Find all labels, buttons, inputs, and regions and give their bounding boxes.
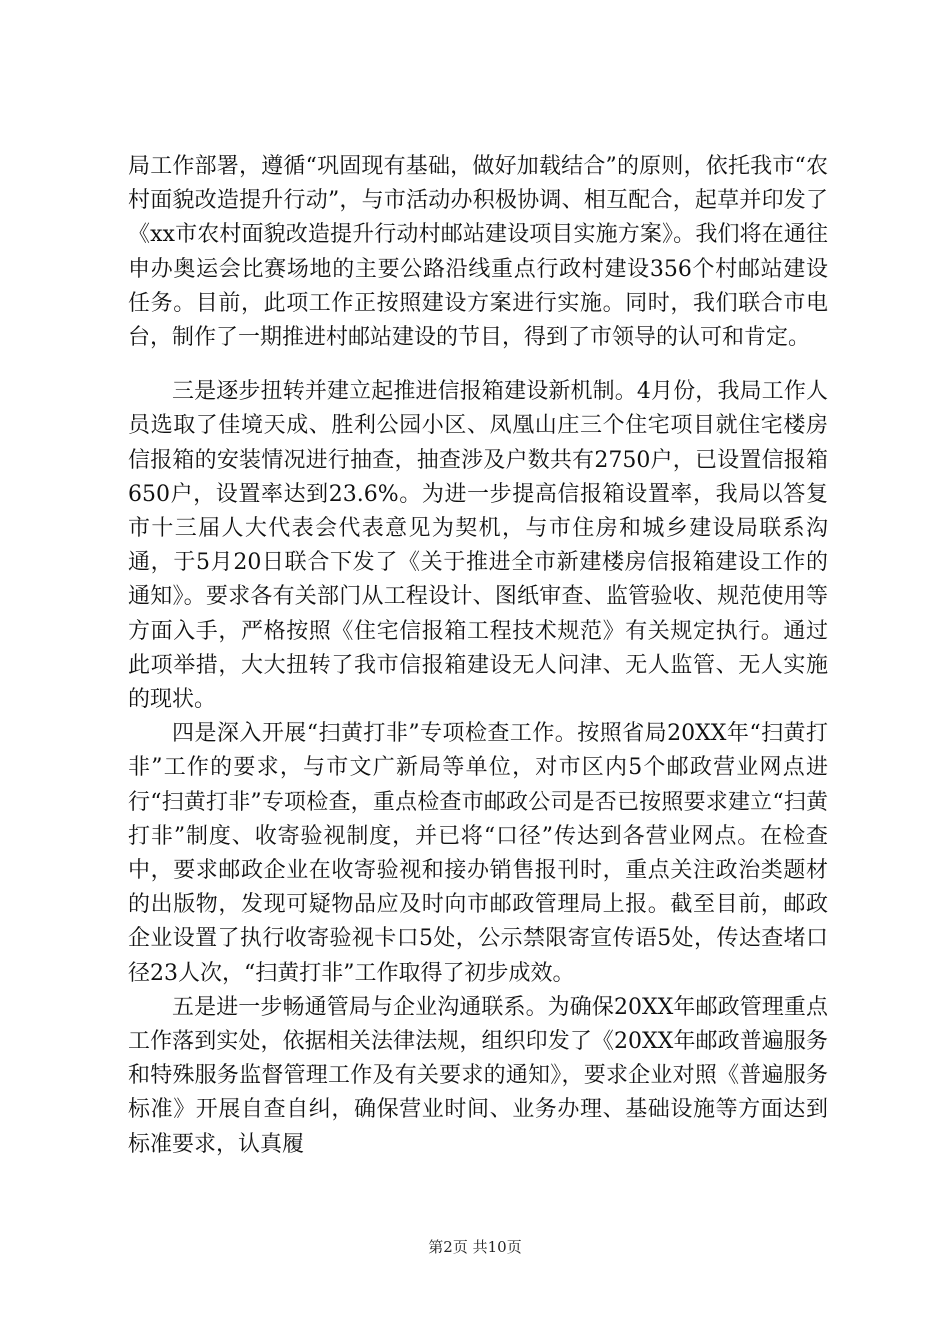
page-number-footer: 第2页 共10页 xyxy=(428,1238,522,1256)
document-body xyxy=(128,150,828,1162)
paragraph-three: 三是逐步扭转并建立起推进信报箱建设新机制。4月份，我局工作人员选取了佳境天成、胜利公园小区、凤凰山庄三个住宅项目就住宅楼房信报箱的安装情况进行抽查，抽查涉及户数共有2750户，已设置信报箱650户，设置率达到23.6%。为进一步提高信报箱设置率，我局以答复市十三届人大代表会代表意见为契机，与市住房和城乡建设局联系沟通，于5月20日联合下发了《关于推进全市新建楼房信报箱建设工作的通知》。要求各有关部门从工程设计、图纸审查、监管验收、规范使用等方面入手，严格按照《住宅信报箱工程技术规范》有关规定执行。通过此项举措，大大扭转了我市信报箱建设无人问津、无人监管、无人实施的现状。 xyxy=(128,379,828,713)
paragraph-five: 五是进一步畅通管局与企业沟通联系。为确保20XX年邮政管理重点工作落到实处，依据相关法律法规，组织印发了《20XX年邮政普遍服务和特殊服务监督管理工作及有关要求的通知》，要求企业对照《普遍服务标准》开展自查自纠，确保营业时间、业务办理、基础设施等方面达到标准要求，认真履 xyxy=(128,994,828,1157)
paragraph-continued: 局工作部署，遵循“巩固现有基础，做好加载结合”的原则，依托我市“农村面貌改造提升行动”，与市活动办积极协调、相互配合，起草并印发了《xx市农村面貌改造提升行动村邮站建设项目实施方案》。我们将在通往申办奥运会比赛场地的主要公路沿线重点行政村建设356个村邮站建设任务。目前，此项工作正按照建设方案进行实施。同时，我们联合市电台，制作了一期推进村邮站建设的节目，得到了市领导的认可和肯定。 xyxy=(128,154,828,351)
paragraph-four: 四是深入开展“扫黄打非”专项检查工作。按照省局20XX年“扫黄打非”工作的要求，与市文广新局等单位，对市区内5个邮政营业网点进行“扫黄打非”专项检查，重点检查市邮政公司是否已按照要求建立“扫黄打非”制度、收寄验视制度，并已将“口径”传达到各营业网点。在检查中，要求邮政企业在收寄验视和接办销售报刊时，重点关注政治类题材的出版物，发现可疑物品应及时向市邮政管理局上报。截至目前，邮政企业设置了执行收寄验视卡口5处，公示禁限寄宣传语5处，传达查堵口径23人次，“扫黄打非”工作取得了初步成效。 xyxy=(128,721,828,986)
